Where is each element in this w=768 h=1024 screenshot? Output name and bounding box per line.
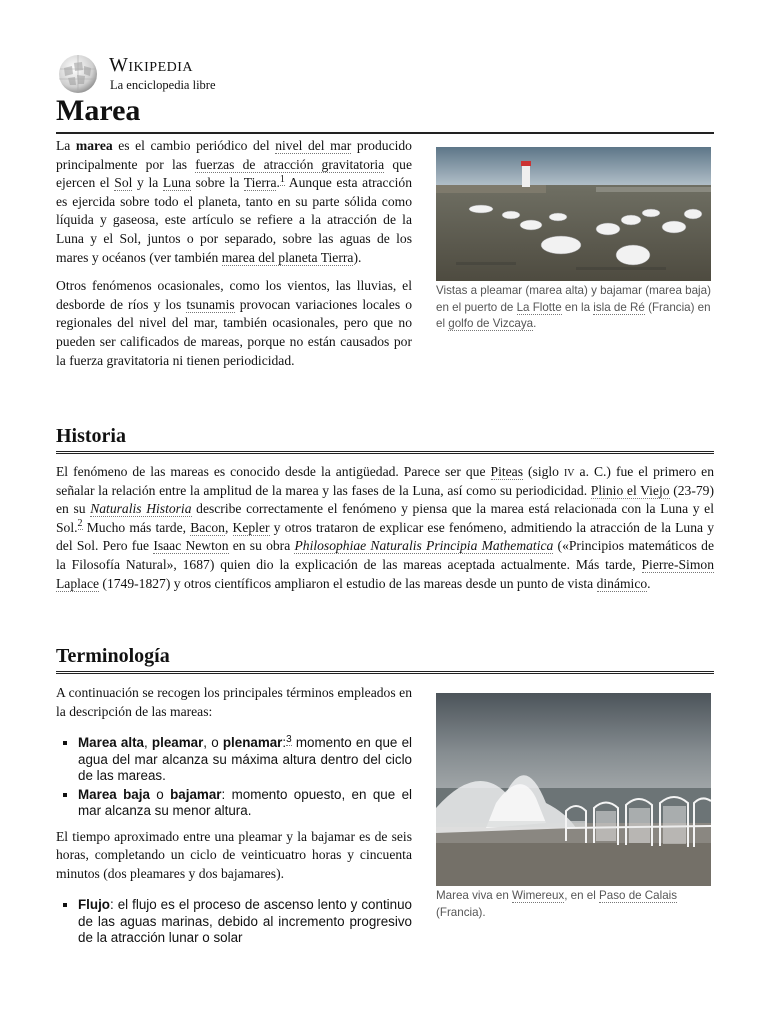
page-title: Marea: [56, 92, 714, 134]
link-isla-de-re[interactable]: isla de Ré: [593, 300, 645, 314]
link-wimereux[interactable]: Wimereux: [512, 889, 565, 902]
historia-paragraph: El fenómeno de las mareas es conocido desde la antigüedad. Parece ser que Piteas (siglo iv a. C.) fue el primero en señalar la relación entre la amplitud de la marea y las fases de la Luna, así como su periodicidad. Plinio el Viejo (23-79) en su Naturalis Historia describe correctamente el fenómeno y piensa que la marea está relacionada con la Luna y el Sol.$^2$ Mucho más tarde, Bacon, Kepler y otros trataron de explicar ese fenómeno, admitiendo la atracción de la Luna y del Sol. Pero fue Isaac Newton en su obra Philosophiae Naturalis Principia Mathematica («Principios matemáticos de la Filosofía Natural», 1687) quien dio la explicación de las mareas aceptada actualmente. Más tarde, Pierre-Simon Laplace (1749-1827) y otros científicos ampliaron el estudio de las mareas desde un punto de vista dinámico.: [56, 464, 714, 591]
link-tsunamis[interactable]: tsunamis: [186, 296, 235, 312]
intro-paragraph-1: La marea es el cambio periódico del nivel del mar producido principalmente por las fuerzas de atracción gravitatoria que ejercen el Sol y la Luna sobre la Tierra.$^1$ Aunque esta atracción es ejercida sobre todo el planeta, tanto en su parte sólida como líquida y gaseosa, este artículo se refiere a la atracción de la Luna y el Sol, juntos o por separado, sobre las aguas de los mares y océanos (ver también marea del planeta Tierra).: [56, 138, 412, 265]
wikipedia-wordmark: Wikipedia: [109, 54, 194, 76]
heading-terminologia: Terminología: [56, 642, 714, 674]
link-bacon[interactable]: Bacon: [190, 519, 225, 535]
link-tierra[interactable]: Tierra: [243, 175, 277, 191]
wikipedia-logo[interactable]: [56, 52, 356, 94]
list-item: ▪ Flujo: el flujo es el proceso de ascenso lento y continuo de las aguas marinas, debido al incremento progresivo de la atracción lunar o solar: [78, 897, 412, 947]
link-plinio-el-viejo[interactable]: Plinio el Viejo: [590, 482, 670, 498]
reference-2[interactable]: 2: [77, 518, 83, 530]
heading-historia: Historia: [56, 422, 714, 454]
harbor-photo[interactable]: [436, 147, 711, 281]
section-terminologia: [56, 642, 714, 674]
intro-section: [56, 137, 412, 370]
figure-caption: Vistas a pleamar (marea alta) y bajamar (marea baja) en el puerto de La Flotte en la isla de Ré (Francia) en el golfo de Vizcaya.: [436, 284, 711, 330]
reference-3[interactable]: 3: [286, 733, 292, 745]
bold-term-marea: marea: [75, 138, 113, 153]
link-naturalis-historia[interactable]: Naturalis Historia: [90, 501, 192, 517]
term-list-1: [56, 735, 412, 820]
terminologia-content: [56, 684, 412, 949]
list-item: ▪ Marea baja o bajamar: momento opuesto, en que el mar alcanza su menor altura.: [78, 787, 412, 820]
link-sol[interactable]: Sol: [114, 175, 133, 191]
link-isaac-newton[interactable]: Isaac Newton: [153, 538, 229, 554]
link-paso-de-calais[interactable]: Paso de Calais: [599, 889, 678, 902]
wikipedia-tagline: La enciclopedia libre: [110, 78, 216, 92]
figure-caption: Marea viva en Wimereux, en el Paso de Calais (Francia).: [436, 889, 678, 919]
reference-1[interactable]: 1: [279, 173, 285, 185]
term-list-2: [56, 897, 412, 947]
link-nivel-del-mar[interactable]: nivel del mar: [275, 138, 352, 153]
wikipedia-globe-icon: [56, 54, 100, 94]
link-marea-planeta-tierra[interactable]: marea del planeta Tierra: [221, 249, 354, 265]
link-luna[interactable]: Luna: [162, 175, 191, 191]
storm-wave-photo[interactable]: [436, 693, 711, 886]
link-golfo-de-vizcaya[interactable]: golfo de Vizcaya: [448, 317, 534, 330]
link-kepler[interactable]: Kepler: [232, 519, 270, 535]
terminologia-middle: El tiempo aproximado entre una pleamar y la bajamar es de seis horas, completando un ciclo de veinticuatro horas y cincuenta minutos (dos pleamares y dos bajamares).: [56, 828, 412, 881]
link-laplace[interactable]: Pierre-Simon Laplace: [56, 556, 714, 591]
link-dinamico[interactable]: dinámico: [596, 575, 648, 591]
section-historia: [56, 422, 714, 593]
terminologia-intro: A continuación se recogen los principales términos empleados en la descripción de las mareas:: [56, 685, 412, 719]
link-la-flotte[interactable]: La Flotte: [516, 300, 562, 314]
list-item: ▪ Marea alta, pleamar, o plenamar:$^3$ momento en que el agua del mar alcanza su máxima altura dentro del ciclo de las mareas.: [78, 735, 412, 785]
link-piteas[interactable]: Piteas: [490, 464, 523, 479]
figure-la-flotte: [436, 147, 711, 333]
link-fuerzas-atraccion[interactable]: fuerzas de atracción gravitatoria: [195, 156, 385, 172]
figure-wimereux: [436, 693, 711, 921]
intro-paragraph-2: Otros fenómenos ocasionales, como los vientos, las lluvias, el desborde de ríos y los tsunamis provocan variaciones locales o regionales del nivel del mar, también ocasionales, pero que no pueden ser calificados de mareas, porque no están causados por la fuerza gravitatoria ni tienen periodicidad.: [56, 278, 413, 368]
link-principia[interactable]: Philosophiae Naturalis Principia Mathematica: [294, 538, 554, 554]
